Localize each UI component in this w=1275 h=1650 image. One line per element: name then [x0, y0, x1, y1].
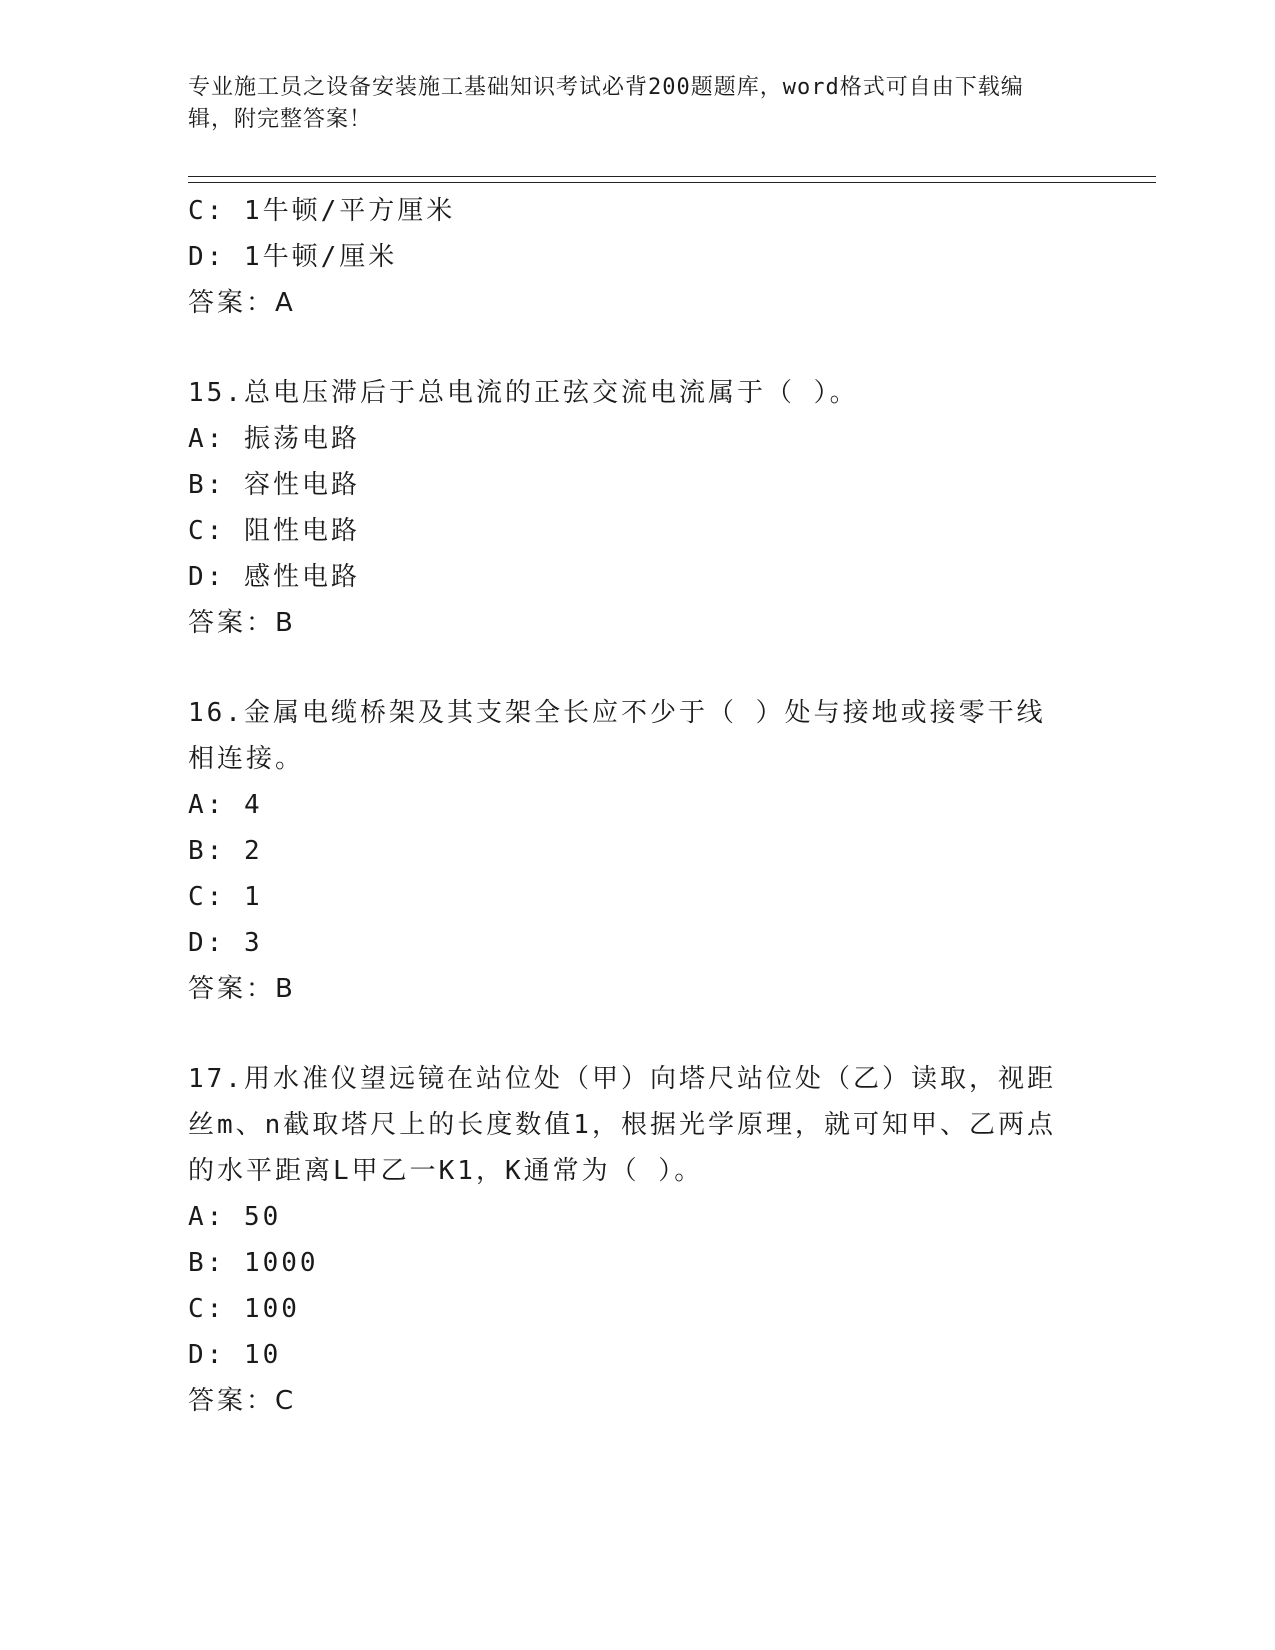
option-b: B: 1000	[188, 1248, 319, 1278]
answer-line: 答案：B	[188, 974, 296, 1004]
header-title: 专业施工员之设备安装施工基础知识考试必背200题题库，word格式可自由下载编辑，附完整答案！	[188, 75, 1024, 132]
question-stem: 17.用水准仪望远镜在站位处（甲）向塔尺站位处（乙）读取，视距丝m、n截取塔尺上的长度数值1，根据光学原理，就可知甲、乙两点的水平距离L甲乙一K1，K通常为（ ）。	[188, 1064, 1056, 1186]
option-d: D: 10	[188, 1340, 282, 1370]
question-15	[188, 370, 1088, 646]
option-c: C: 1牛顿/平方厘米	[188, 196, 456, 226]
answer-line: 答案：C	[188, 1386, 297, 1416]
question-list	[188, 188, 1088, 1424]
partial-question	[188, 188, 1088, 326]
answer-line: 答案：B	[188, 608, 296, 638]
option-d: D: 1牛顿/厘米	[188, 242, 398, 272]
header-divider-bottom	[188, 182, 1156, 183]
option-c: C: 阻性电路	[188, 516, 360, 546]
option-c: C: 100	[188, 1294, 300, 1324]
option-b: B: 容性电路	[188, 470, 360, 500]
option-b: B: 2	[188, 836, 263, 866]
option-d: D: 感性电路	[188, 562, 360, 592]
option-a: A: 50	[188, 1202, 282, 1232]
answer-line: 答案：A	[188, 288, 296, 318]
question-stem: 15.总电压滞后于总电流的正弦交流电流属于（ ）。	[188, 378, 859, 408]
header-divider-top	[188, 176, 1156, 177]
question-16	[188, 690, 1088, 1012]
option-a: A: 4	[188, 790, 263, 820]
option-d: D: 3	[188, 928, 263, 958]
document-header	[188, 72, 1068, 136]
question-stem: 16.金属电缆桥架及其支架全长应不少于（ ）处与接地或接零干线相连接。	[188, 698, 1046, 774]
question-17	[188, 1056, 1088, 1424]
option-a: A: 振荡电路	[188, 424, 360, 454]
option-c: C: 1	[188, 882, 263, 912]
